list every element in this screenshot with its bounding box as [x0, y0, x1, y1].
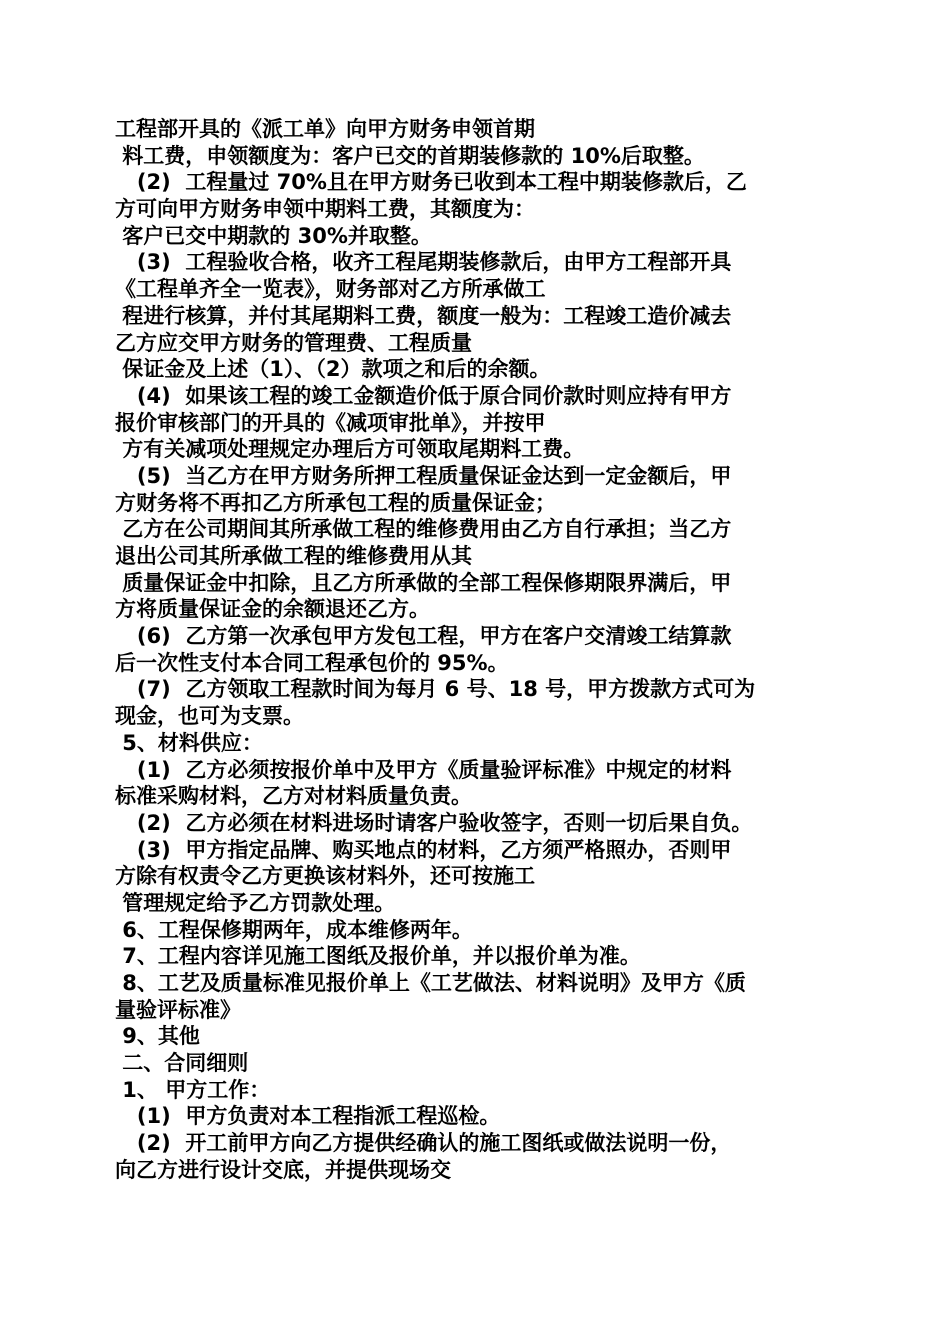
text-line: (5) 当乙方在甲方财务所押工程质量保证金达到一定金额后，甲 [115, 463, 732, 488]
text-line: 报价审核部门的开具的《减项审批单》，并按甲 [115, 410, 546, 435]
text-line: 客户已交中期款的 30%并取整。 [115, 223, 432, 248]
text-line: 二、合同细则 [115, 1051, 249, 1076]
text-line: 方有关减项处理规定办理后方可领取尾期料工费。 [115, 437, 585, 462]
text-line: (2) 工程量过 70%且在甲方财务已收到本工程中期装修款后，乙 [115, 170, 747, 195]
text-line: 方将质量保证金的余额退还乙方。 [115, 597, 430, 622]
text-line: (7) 乙方领取工程款时间为每月 6 号、18 号，甲方拨款方式可为 [115, 677, 756, 702]
text-line: 管理规定给予乙方罚款处理。 [115, 890, 396, 915]
text-line: (2) 乙方必须在材料进场时请客户验收签字，否则一切后果自负。 [115, 810, 753, 835]
text-line: 6、工程保修期两年，成本维修两年。 [115, 917, 473, 942]
text-line: 料工费，申领额度为：客户已交的首期装修款的 10%后取整。 [115, 143, 705, 168]
text-line: 方财务将不再扣乙方所承包工程的质量保证金； [115, 490, 556, 515]
text-line: 方可向甲方财务申领中期料工费，其额度为： [115, 197, 535, 222]
document-body [115, 116, 837, 1184]
text-line: 标准采购材料，乙方对材料质量负责。 [115, 784, 472, 809]
text-line: (1) 甲方负责对本工程指派工程巡检。 [115, 1104, 501, 1129]
text-line: (6) 乙方第一次承包甲方发包工程，甲方在客户交清竣工结算款 [115, 624, 732, 649]
text-line: 方除有权责令乙方更换该材料外，还可按施工 [115, 864, 535, 889]
text-line: (1) 乙方必须按报价单中及甲方《质量验评标准》中规定的材料 [115, 757, 732, 782]
text-line: 现金，也可为支票。 [115, 704, 304, 729]
text-line: 工程部开具的《派工单》向甲方财务申领首期 [115, 117, 535, 141]
text-line: 乙方在公司期间其所承做工程的维修费用由乙方自行承担；当乙方 [115, 517, 732, 542]
text-line: 量验评标准》 [115, 997, 241, 1022]
text-line: 《工程单齐全一览表》，财务部对乙方所承做工 [115, 277, 546, 302]
text-line: 乙方应交甲方财务的管理费、工程质量 [115, 330, 472, 355]
text-line: 9、其他 [115, 1024, 200, 1049]
text-line: 程进行核算，并付其尾期料工费，额度一般为：工程竣工造价减去 [115, 303, 732, 328]
text-line: 向乙方进行设计交底，并提供现场交 [115, 1157, 451, 1182]
text-line: (2) 开工前甲方向乙方提供经确认的施工图纸或做法说明一份， [115, 1131, 732, 1156]
text-line: 退出公司其所承做工程的维修费用从其 [115, 544, 472, 568]
text-line: 质量保证金中扣除，且乙方所承做的全部工程保修期限界满后，甲 [115, 570, 732, 595]
text-line: 5、材料供应： [115, 730, 263, 755]
text-line: (4) 如果该工程的竣工金额造价低于原合同价款时则应持有甲方 [115, 383, 732, 408]
text-line: 后一次性支付本合同工程承包价的 95%。 [115, 650, 509, 675]
text-line: 7、工程内容详见施工图纸及报价单，并以报价单为准。 [115, 944, 641, 969]
text-line: 8、工艺及质量标准见报价单上《工艺做法、材料说明》及甲方《质 [115, 971, 746, 995]
text-line: (3) 甲方指定品牌、购买地点的材料，乙方须严格照办，否则甲 [115, 837, 732, 862]
text-line: 1、 甲方工作： [115, 1077, 271, 1102]
text-line: 保证金及上述（1）、（2）款项之和后的余额。 [115, 357, 551, 382]
text-line: (3) 工程验收合格，收齐工程尾期装修款后，由甲方工程部开具 [115, 250, 732, 275]
